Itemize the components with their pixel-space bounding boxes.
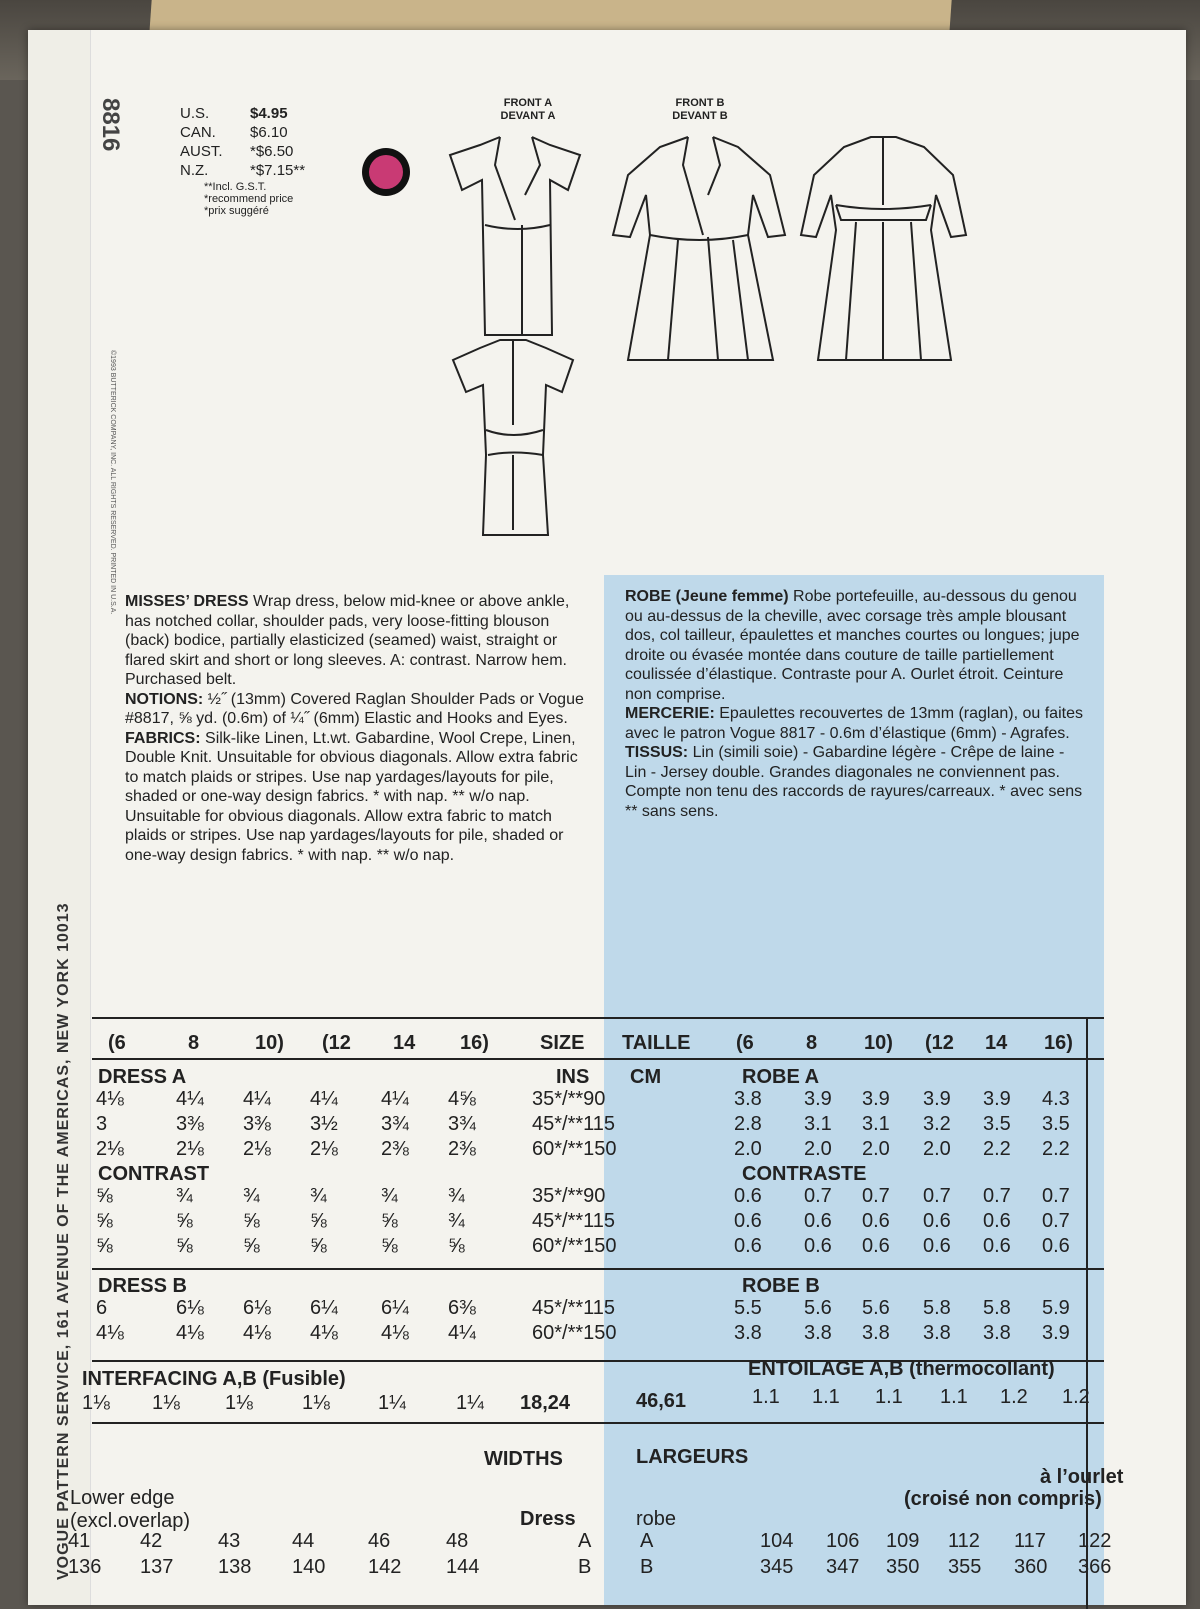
metres-cell: 2.0	[804, 1138, 832, 1160]
yardage-cell: 4¼	[176, 1088, 204, 1110]
largeurs-label: LARGEURS	[636, 1446, 749, 1468]
metres-cell: 4.3	[1042, 1088, 1070, 1110]
yardage-cell: 6⅛	[243, 1297, 271, 1319]
yardage-cell: 2⅜	[381, 1138, 409, 1160]
metres-cell: 0.6	[1042, 1235, 1070, 1257]
metres-cell: 0.6	[983, 1235, 1011, 1257]
metres-cell: 3.8	[923, 1322, 951, 1344]
width-cell-cm: 347	[826, 1556, 860, 1578]
yardage-cell: ¾	[381, 1185, 398, 1207]
description-title: MISSES’ DRESS	[125, 593, 249, 610]
interfacing-cell: 1¼	[378, 1392, 406, 1414]
front-b-sketch	[608, 125, 793, 375]
table-top-rule	[92, 1017, 1104, 1019]
interfacing-metres: 1.1	[812, 1386, 840, 1408]
price-list	[180, 105, 370, 217]
view-letter: B	[578, 1556, 592, 1578]
width-cell-cm: 350	[886, 1556, 920, 1578]
description-body-fr: Robe portefeuille, au-dessous du genou ou au-dessus de la cheville, avec corsage très ample blousant dos, col tailleur, épaulettes et manches courtes ou longues; jupe droite ou évasée montée dans couture de taille partiellement coulissée d’élastique. Contraste pour A. Ourlet étroit. Ceinture non comprise.	[625, 588, 1080, 703]
price-note: **Incl. G.S.T.	[204, 181, 267, 193]
yardage-cell: 3⅜	[243, 1113, 271, 1135]
yardage-cell: 6⅛	[176, 1297, 204, 1319]
interfacing-width: 18,24	[520, 1392, 571, 1414]
yardage-cell: 4⅛	[381, 1322, 409, 1344]
metres-cell: 3.9	[804, 1088, 832, 1110]
cm-label: CM	[630, 1066, 662, 1088]
croise-label: (croisé non compris)	[904, 1488, 1102, 1510]
view-letter-fr: B	[640, 1556, 654, 1578]
front-a-label: FRONT A DEVANT A	[500, 97, 556, 122]
yardage-cell: ⅝	[243, 1235, 260, 1257]
yardage-cell: 2⅛	[176, 1138, 204, 1160]
width-cell-cm: 366	[1078, 1556, 1112, 1578]
mercerie-text: Epaulettes recouvertes de 13mm (raglan), ou faites avec le patron Vogue 8817 - 0.6m d’élastique (6mm) - Agrafes.	[625, 705, 1083, 742]
table-header-rule	[92, 1058, 1104, 1060]
width-cell-cm: 355	[948, 1556, 982, 1578]
taille-header: 10)	[864, 1032, 893, 1054]
interfacing-label: INTERFACING A,B (Fusible)	[82, 1368, 346, 1390]
width-cell: 140	[292, 1556, 326, 1578]
fabrics-text: Silk-like Linen, Lt.wt. Gabardine, Wool Crepe, Linen, Double Knit. Unsuitable for obvious diagonals. Allow extra fabric to match plaids or stripes. Use nap yardages/layouts for pile, shaded or one-way design fabrics. * with nap. ** w/o nap.	[125, 729, 578, 805]
metres-cell: 0.6	[734, 1235, 762, 1257]
excl-overlap-label: (excl.overlap)	[70, 1510, 191, 1532]
yardage-cell: ⅝	[96, 1210, 113, 1232]
fabrics-extra: Unsuitable for obvious diagonals. Allow extra fabric to match plaids or stripes. Use nap yardages/layouts for pile, shaded or one-way design fabrics. * with nap. ** w/o nap.	[125, 807, 564, 864]
color-dot-sticker	[362, 148, 410, 196]
metres-cell: 3.8	[983, 1322, 1011, 1344]
taille-header: 14	[985, 1032, 1008, 1054]
metres-cell: 0.7	[1042, 1210, 1070, 1232]
metres-cell: 3.8	[734, 1088, 762, 1110]
metres-cell: 3.5	[1042, 1113, 1070, 1135]
dress-label: Dress	[520, 1508, 576, 1530]
back-a-sketch	[448, 330, 578, 545]
metres-cell: 5.9	[1042, 1297, 1070, 1319]
yardage-cell: 2⅛	[310, 1138, 338, 1160]
metres-cell: 3.9	[923, 1088, 951, 1110]
yardage-cell: ¾	[448, 1185, 465, 1207]
interfacing-width-cm: 46,61	[636, 1390, 687, 1412]
metres-cell: 3.9	[1042, 1322, 1070, 1344]
metres-cell: 0.6	[862, 1235, 890, 1257]
width-cell-cm: 122	[1078, 1530, 1112, 1552]
width-cell: 142	[368, 1556, 402, 1578]
width-cell: 138	[218, 1556, 252, 1578]
yardage-cell: ¾	[310, 1185, 327, 1207]
french-description	[625, 587, 1085, 821]
yardage-cell: 4⅛	[176, 1322, 204, 1344]
metres-cell: 0.7	[804, 1185, 832, 1207]
price-note: *prix suggéré	[204, 205, 269, 217]
table-right-rule	[1086, 1017, 1088, 1609]
yardage-cell: ⅝	[310, 1235, 327, 1257]
fabric-width-cell: 45*/**115	[532, 1297, 616, 1319]
yardage-cell: ¾	[448, 1210, 465, 1232]
yardage-cell: ⅝	[310, 1210, 327, 1232]
metres-cell: 2.2	[1042, 1138, 1070, 1160]
copyright-text: ©1993 BUTTERICK COMPANY, INC. ALL RIGHTS RESERVED. PRINTED IN U.S.A.	[109, 350, 116, 615]
metres-cell: 5.8	[923, 1297, 951, 1319]
interfacing-metres: 1.1	[940, 1386, 968, 1408]
price-row: CAN. $6.10	[180, 124, 288, 141]
yardage-cell: ⅝	[381, 1210, 398, 1232]
interfacing-metres: 1.2	[1000, 1386, 1028, 1408]
yardage-cell: ⅝	[96, 1185, 113, 1207]
width-cell: 137	[140, 1556, 174, 1578]
yardage-cell: ⅝	[176, 1210, 193, 1232]
width-cell: 44	[292, 1530, 315, 1552]
width-cell-cm: 345	[760, 1556, 794, 1578]
yardage-cell: 6	[96, 1297, 108, 1319]
fabric-width-cell: 35*/**90	[532, 1185, 606, 1207]
width-cell: 42	[140, 1530, 163, 1552]
pattern-number: 8816	[97, 98, 124, 152]
yardage-cell: 4⅛	[243, 1322, 271, 1344]
fabric-width-cell: 35*/**90	[532, 1088, 606, 1110]
size-header: (12	[322, 1032, 351, 1054]
metres-cell: 0.6	[734, 1210, 762, 1232]
width-cell: 136	[68, 1556, 102, 1578]
metres-cell: 0.7	[923, 1185, 951, 1207]
ourlet-label: à l’ourlet	[1040, 1466, 1124, 1488]
fabrics-label: FABRICS:	[125, 729, 201, 747]
price-row: N.Z. *$7.15**	[180, 162, 306, 179]
metres-cell: 0.7	[862, 1185, 890, 1207]
width-cell-cm: 106	[826, 1530, 860, 1552]
yardage-cell: 3¾	[381, 1113, 409, 1135]
view-letter-fr: A	[640, 1530, 654, 1552]
width-cell-cm: 117	[1014, 1530, 1046, 1552]
interfacing-cell: 1¼	[456, 1392, 484, 1414]
yardage-cell: ⅝	[448, 1235, 465, 1257]
description-title-fr: ROBE (Jeune femme)	[625, 588, 789, 605]
yardage-cell: 4¼	[310, 1088, 338, 1110]
interfacing-metres: 1.2	[1062, 1386, 1090, 1408]
fabric-width-cell: 60*/**150	[532, 1322, 617, 1344]
size-label: SIZE	[540, 1032, 585, 1054]
section-label-fr: ROBE A	[742, 1066, 820, 1088]
metres-cell: 5.6	[862, 1297, 890, 1319]
section-label-fr: ROBE B	[742, 1275, 820, 1297]
front-a-sketch	[440, 125, 590, 350]
width-cell: 41	[68, 1530, 91, 1552]
price-row: U.S. $4.95	[180, 105, 288, 122]
interfacing-cell: 1⅛	[82, 1392, 110, 1414]
width-cell: 46	[368, 1530, 391, 1552]
taille-header: (6	[736, 1032, 754, 1054]
section-label: DRESS B	[98, 1275, 187, 1297]
yardage-cell: 3¾	[448, 1113, 476, 1135]
yardage-cell: ¾	[243, 1185, 260, 1207]
width-cell: 43	[218, 1530, 241, 1552]
metres-cell: 3.9	[862, 1088, 890, 1110]
interfacing-label-fr: ENTOILAGE A,B (thermocollant)	[748, 1358, 1055, 1380]
fabric-width-cell: 60*/**150	[532, 1235, 617, 1257]
width-cell: 144	[446, 1556, 480, 1578]
metres-cell: 2.0	[923, 1138, 951, 1160]
metres-cell: 0.6	[923, 1235, 951, 1257]
widths-label: WIDTHS	[484, 1448, 563, 1470]
yardage-cell: 4⅛	[96, 1088, 124, 1110]
fabric-width-cell: 60*/**150	[532, 1138, 617, 1160]
metres-cell: 3.2	[923, 1113, 951, 1135]
interfacing-cell: 1⅛	[152, 1392, 180, 1414]
front-b-label: FRONT B DEVANT B	[672, 97, 728, 122]
metres-cell: 3.1	[804, 1113, 832, 1135]
metres-cell: 0.6	[862, 1210, 890, 1232]
yardage-cell: 4⅛	[310, 1322, 338, 1344]
view-letter: A	[578, 1530, 592, 1552]
metres-cell: 0.6	[923, 1210, 951, 1232]
yardage-cell: ¾	[176, 1185, 193, 1207]
metres-cell: 5.5	[734, 1297, 762, 1319]
table-section-rule	[92, 1422, 1104, 1424]
publisher-address: VOGUE PATTERN SERVICE, 161 AVENUE OF THE AMERICAS, NEW YORK 10013	[55, 902, 72, 1580]
tissus-text: Lin (simili soie) - Gabardine légère - Crêpe de laine - Lin - Jersey double. Grandes diagonales ne conviennent pas. Compte non tenu des raccords de rayures/carreaux. * avec sens ** sans sens.	[625, 744, 1083, 820]
yardage-cell: 4⅛	[96, 1322, 124, 1344]
metres-cell: 5.6	[804, 1297, 832, 1319]
yardage-cell: ⅝	[96, 1235, 113, 1257]
description-body: Wrap dress, below mid-knee or above ankle, has notched collar, shoulder pads, very loose-fitting blouson (back) bodice, partially elasticized (seamed) waist, straight or flared skirt and short or long sleeves. A: contrast. Narrow hem. Purchased belt.	[125, 593, 570, 688]
metres-cell: 0.7	[1042, 1185, 1070, 1207]
taille-header: (12	[925, 1032, 954, 1054]
taille-header: 8	[806, 1032, 818, 1054]
price-note: *recommend price	[204, 193, 294, 205]
yardage-cell: ⅝	[381, 1235, 398, 1257]
yardage-cell: 4¼	[381, 1088, 409, 1110]
size-header: 8	[188, 1032, 200, 1054]
metres-cell: 3.8	[862, 1322, 890, 1344]
interfacing-metres: 1.1	[752, 1386, 780, 1408]
notions-label: NOTIONS:	[125, 690, 204, 708]
width-cell-cm: 109	[886, 1530, 920, 1552]
yardage-cell: 3½	[310, 1113, 338, 1135]
metres-cell: 0.7	[983, 1185, 1011, 1207]
metres-cell: 3.5	[983, 1113, 1011, 1135]
yardage-cell: 4¼	[448, 1322, 476, 1344]
metres-cell: 0.6	[804, 1210, 832, 1232]
width-cell: 48	[446, 1530, 469, 1552]
metres-cell: 3.9	[983, 1088, 1011, 1110]
metres-cell: 5.8	[983, 1297, 1011, 1319]
ins-label: INS	[556, 1066, 590, 1088]
mercerie-label: MERCERIE:	[625, 705, 715, 722]
price-row: AUST. *$6.50	[180, 143, 294, 160]
notions-text: ½˝ (13mm) Covered Raglan Shoulder Pads or Vogue #8817, ⅝ yd. (0.6m) of ¼˝ (6mm) Elastic and Hooks and Eyes.	[125, 690, 584, 727]
metres-cell: 2.8	[734, 1113, 762, 1135]
metres-cell: 2.0	[862, 1138, 890, 1160]
width-cell-cm: 104	[760, 1530, 794, 1552]
yardage-cell: 6⅜	[448, 1297, 476, 1319]
section-label: DRESS A	[98, 1066, 187, 1088]
back-b-sketch	[796, 125, 971, 375]
section-label: CONTRAST	[98, 1163, 210, 1185]
taille-label: TAILLE	[622, 1032, 691, 1054]
metres-cell: 0.6	[804, 1235, 832, 1257]
size-header: (6	[108, 1032, 126, 1054]
yardage-cell: 3⅜	[176, 1113, 204, 1135]
yardage-cell: 6¼	[381, 1297, 409, 1319]
size-header: 10)	[255, 1032, 284, 1054]
width-cell-cm: 360	[1014, 1556, 1048, 1578]
english-description	[125, 592, 587, 865]
width-cell-cm: 112	[948, 1530, 980, 1552]
metres-cell: 2.0	[734, 1138, 762, 1160]
yardage-cell: 6¼	[310, 1297, 338, 1319]
section-label-fr: CONTRASTE	[742, 1163, 867, 1185]
interfacing-cell: 1⅛	[302, 1392, 330, 1414]
size-header: 14	[393, 1032, 416, 1054]
yardage-cell: ⅝	[243, 1210, 260, 1232]
metres-cell: 2.2	[983, 1138, 1011, 1160]
robe-label: robe	[636, 1508, 677, 1530]
yardage-cell: 3	[96, 1113, 108, 1135]
interfacing-metres: 1.1	[875, 1386, 903, 1408]
yardage-cell: 2⅛	[243, 1138, 271, 1160]
lower-edge-label: Lower edge	[70, 1487, 175, 1509]
taille-header: 16)	[1044, 1032, 1073, 1054]
metres-cell: 3.1	[862, 1113, 890, 1135]
yardage-cell: 2⅜	[448, 1138, 476, 1160]
yardage-cell: 2⅛	[96, 1138, 124, 1160]
tissus-label: TISSUS:	[625, 744, 689, 761]
size-header: 16)	[460, 1032, 489, 1054]
table-section-rule	[92, 1268, 1104, 1270]
yardage-cell: 4⅝	[448, 1088, 476, 1110]
interfacing-cell: 1⅛	[225, 1392, 253, 1414]
metres-cell: 3.8	[734, 1322, 762, 1344]
fabric-width-cell: 45*/**115	[532, 1210, 616, 1232]
metres-cell: 0.6	[734, 1185, 762, 1207]
yardage-cell: 4¼	[243, 1088, 271, 1110]
metres-cell: 3.8	[804, 1322, 832, 1344]
fabric-width-cell: 45*/**115	[532, 1113, 616, 1135]
yardage-cell: ⅝	[176, 1235, 193, 1257]
metres-cell: 0.6	[983, 1210, 1011, 1232]
